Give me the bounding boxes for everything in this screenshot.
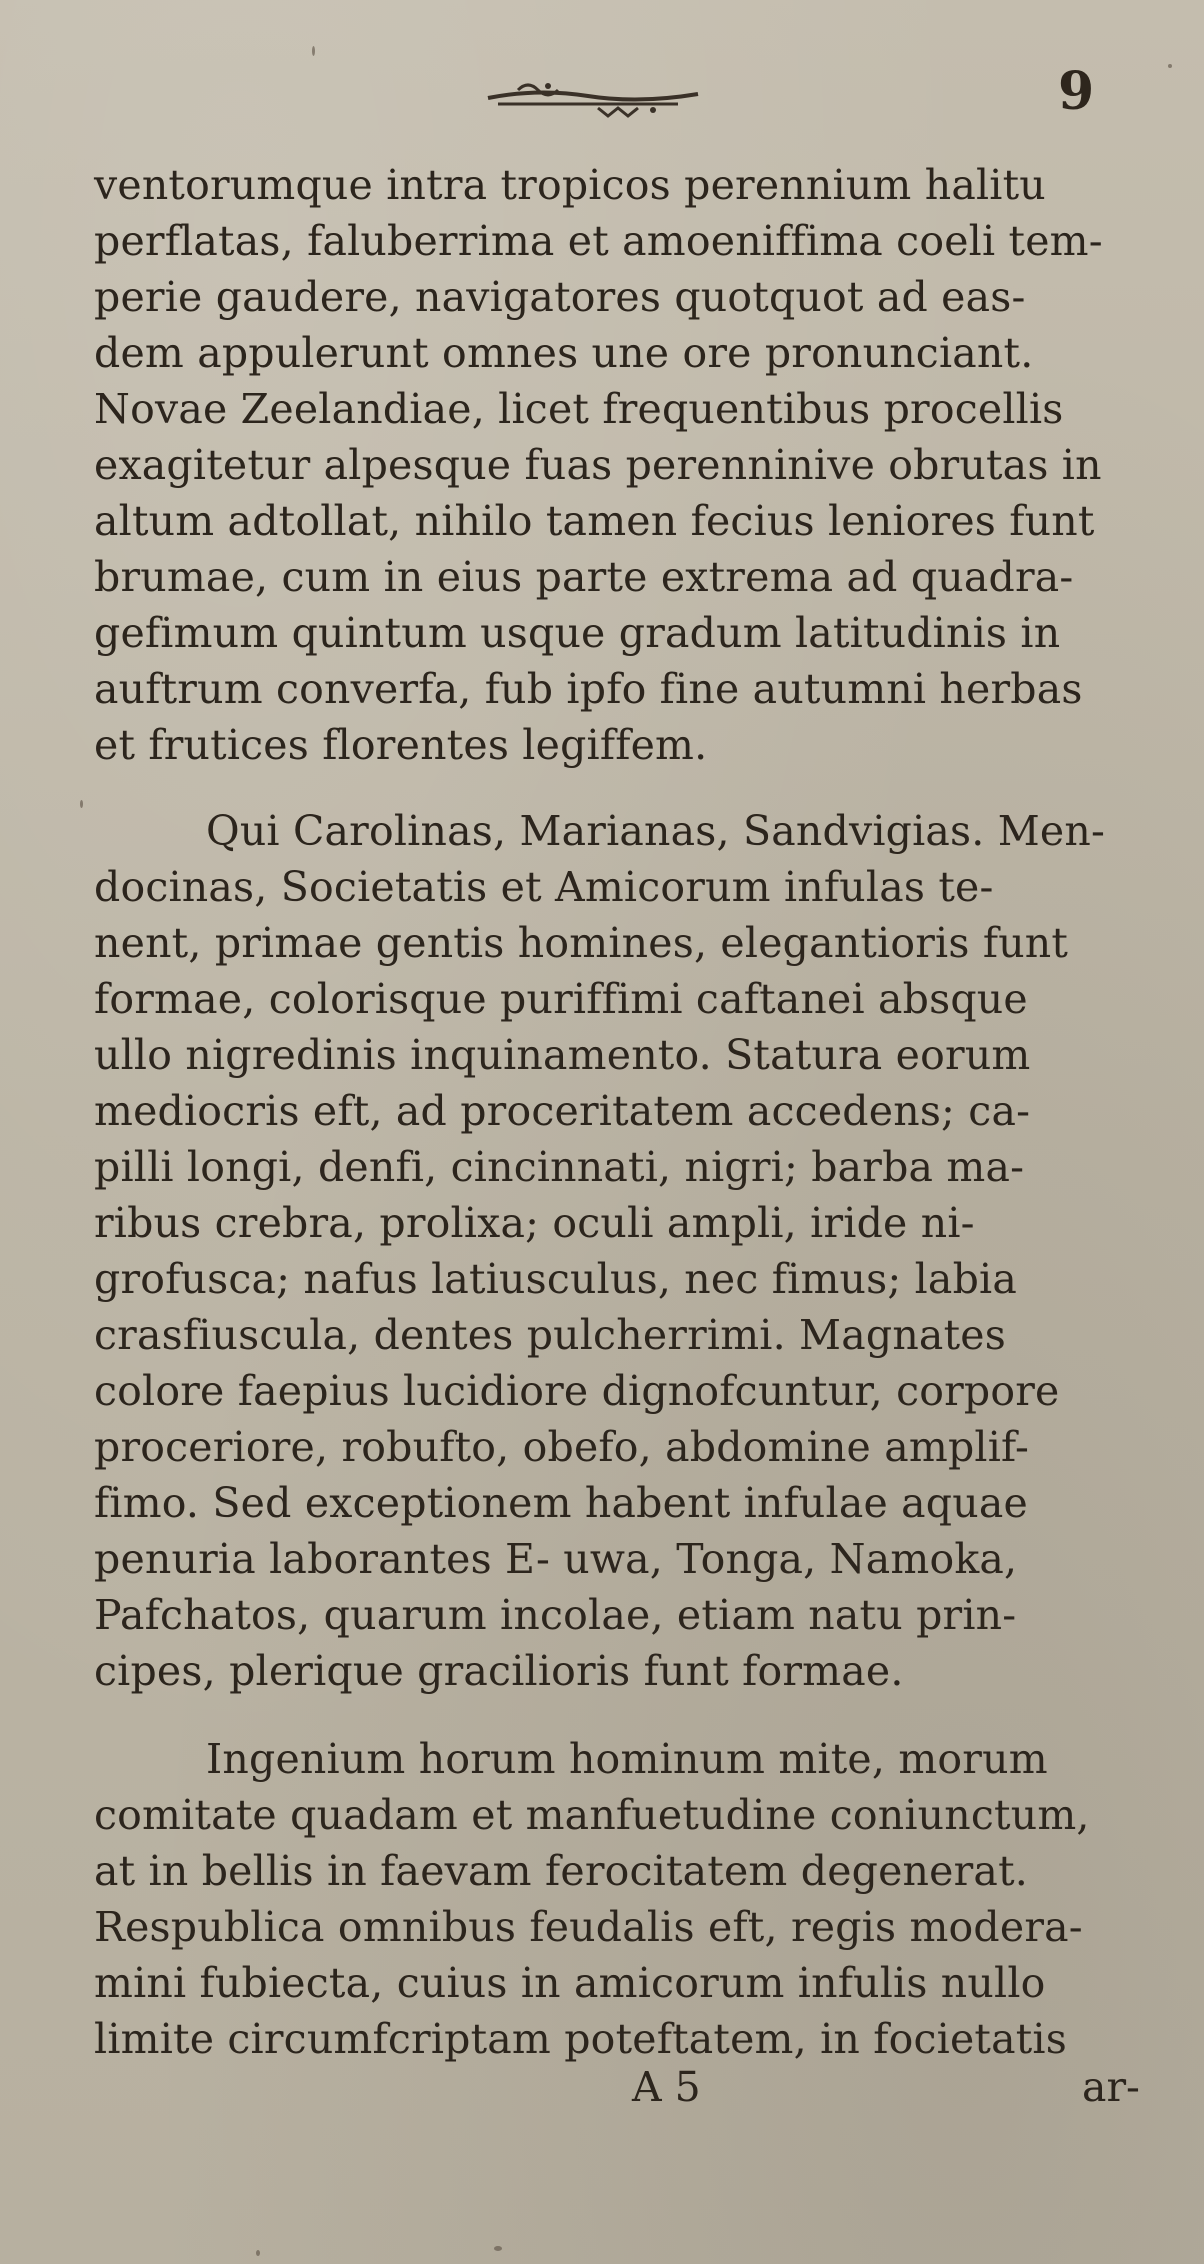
text-line: perie gaudere, navigatores quotquot ad eas- bbox=[94, 273, 1026, 321]
text-line: pilli longi, denfi, cincinnati, nigri; barba ma- bbox=[94, 1143, 1025, 1191]
paper-speck bbox=[494, 2246, 502, 2251]
text-line: mini fubiecta, cuius in amicorum infulis nullo bbox=[94, 1959, 1046, 2007]
text-line: limite circumfcriptam poteftatem, in focietatis bbox=[94, 2015, 1067, 2063]
text-line: ullo nigredinis inquinamento. Statura eorum bbox=[94, 1031, 1031, 1079]
running-header bbox=[0, 62, 1204, 122]
text-line: exagitetur alpesque fuas perenninive obrutas in bbox=[94, 441, 1102, 489]
text-line: fimo. Sed exceptionem habent infulae aquae bbox=[94, 1479, 1028, 1527]
text-line: proceriore, robufto, obefo, abdomine amplif- bbox=[94, 1423, 1030, 1471]
header-ornament bbox=[478, 70, 708, 120]
text-line: formae, colorisque puriffimi caftanei absque bbox=[94, 975, 1028, 1023]
text-line: docinas, Societatis et Amicorum infulas te- bbox=[94, 863, 994, 911]
text-line: Novae Zeelandiae, licet frequentibus procellis bbox=[94, 385, 1064, 433]
text-line: nent, primae gentis homines, elegantioris funt bbox=[94, 919, 1069, 967]
paper-speck bbox=[312, 46, 315, 56]
paper-speck bbox=[80, 800, 83, 808]
text-line: comitate quadam et manfuetudine coniunctum, bbox=[94, 1791, 1090, 1839]
text-line: Pafchatos, quarum incolae, etiam natu prin- bbox=[94, 1591, 1017, 1639]
text-line: Ingenium horum hominum mite, morum bbox=[206, 1735, 1048, 1783]
text-line: gefimum quintum usque gradum latitudinis in bbox=[94, 609, 1061, 657]
text-line: crasfiuscula, dentes pulcherrimi. Magnates bbox=[94, 1311, 1006, 1359]
text-line: perflatas, faluberrima et amoeniffima coeli tem- bbox=[94, 217, 1103, 265]
text-line: altum adtollat, nihilo tamen fecius leniores funt bbox=[94, 497, 1095, 545]
page-number: 9 bbox=[1058, 61, 1095, 122]
paper-speck bbox=[1168, 64, 1172, 68]
text-line: brumae, cum in eius parte extrema ad quadra- bbox=[94, 553, 1074, 601]
paper-speck bbox=[256, 2250, 260, 2256]
text-line: penuria laborantes E- uwa, Tonga, Namoka, bbox=[94, 1535, 1018, 1583]
text-line: colore faepius lucidiore dignofcuntur, corpore bbox=[94, 1367, 1060, 1415]
catchword: ar- bbox=[1082, 2063, 1140, 2111]
text-line: cipes, plerique gracilioris funt formae. bbox=[94, 1647, 904, 1695]
text-line: ribus crebra, prolixa; oculi ampli, iride ni- bbox=[94, 1199, 975, 1247]
text-line: et frutices florentes legiffem. bbox=[94, 721, 708, 769]
text-line: dem appulerunt omnes une ore pronunciant. bbox=[94, 329, 1034, 377]
text-line: Respublica omnibus feudalis eft, regis modera- bbox=[94, 1903, 1083, 1951]
signature-mark: A 5 bbox=[632, 2063, 701, 2111]
text-line: grofusca; nafus latiusculus, nec fimus; labia bbox=[94, 1255, 1017, 1303]
text-line: auftrum converfa, fub ipfo fine autumni herbas bbox=[94, 665, 1083, 713]
text-line: at in bellis in faevam ferocitatem degenerat. bbox=[94, 1847, 1028, 1895]
text-line: Qui Carolinas, Marianas, Sandvigias. Men- bbox=[206, 807, 1106, 855]
text-line: mediocris eft, ad proceritatem accedens; ca- bbox=[94, 1087, 1031, 1135]
text-line: ventorumque intra tropicos perennium halitu bbox=[94, 161, 1046, 209]
